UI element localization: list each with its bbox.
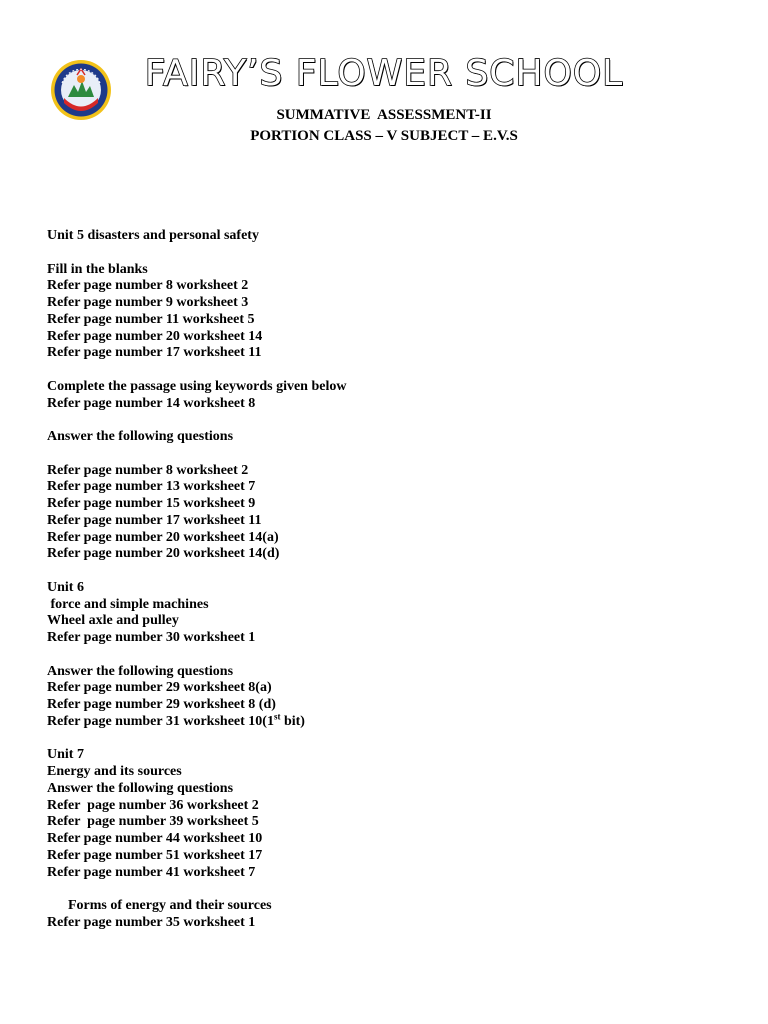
list-item: Refer page number 11 worksheet 5 xyxy=(47,311,255,327)
list-item: Refer page number 51 worksheet 17 xyxy=(47,847,263,863)
unit6-topic: Wheel axle and pulley xyxy=(47,613,179,629)
list-item: Refer page number 20 worksheet 14(a) xyxy=(47,529,279,545)
list-item: Refer page number 39 worksheet 5 xyxy=(47,814,259,830)
list-item: Refer page number 30 worksheet 1 xyxy=(47,630,256,645)
list-item: Refer page number 29 worksheet 8 (d) xyxy=(47,697,276,712)
list-item: Refer page number 8 worksheet 2 xyxy=(47,462,249,478)
list-item: Refer page number 20 worksheet 14(d) xyxy=(47,546,280,562)
list-item-text: Refer page number 31 worksheet 10(1 xyxy=(47,713,274,729)
assessment-title: SUMMATIVE ASSESSMENT-II xyxy=(276,107,492,123)
unit6-questions-heading: Answer the following questions xyxy=(47,663,234,679)
portion-content xyxy=(47,228,727,932)
list-item: Refer page number 17 worksheet 11 xyxy=(47,345,262,361)
school-name: FAIRY’S FLOWER SCHOOL xyxy=(144,53,624,94)
unit5-passage-heading: Complete the passage using keywords given below xyxy=(47,378,347,394)
list-item: Refer page number 17 worksheet 11 xyxy=(47,512,262,528)
superscript: st xyxy=(273,711,281,722)
list-item: Refer page number 36 worksheet 2 xyxy=(47,797,259,813)
list-item: Refer page number 8 worksheet 2 xyxy=(47,278,249,294)
unit6-title: Unit 6 xyxy=(47,579,84,595)
unit7-questions-heading: Answer the following questions xyxy=(47,780,234,796)
list-item: Refer page number 13 worksheet 7 xyxy=(47,479,256,495)
list-item: Refer page number 29 worksheet 8(a) xyxy=(47,680,272,696)
unit5-fill-blanks-heading: Fill in the blanks xyxy=(47,261,148,277)
unit7-forms-heading: Forms of energy and their sources xyxy=(47,898,272,913)
unit7-title: Unit 7 xyxy=(47,747,84,763)
list-item: Refer page number 44 worksheet 10 xyxy=(47,831,263,846)
unit6-subtitle: force and simple machines xyxy=(47,596,209,612)
list-item-text: bit) xyxy=(280,713,305,729)
unit5-title: Unit 5 disasters and personal safety xyxy=(47,228,259,243)
list-item: Refer page number 14 worksheet 8 xyxy=(47,395,256,411)
unit5-questions-heading: Answer the following questions xyxy=(47,429,234,444)
portion-class-subject: PORTION CLASS – V SUBJECT – E.V.S xyxy=(250,128,518,144)
list-item: Refer page number 35 worksheet 1 xyxy=(47,914,256,930)
list-item: Refer page number 41 worksheet 7 xyxy=(47,864,256,880)
list-item: Refer page number 9 worksheet 3 xyxy=(47,295,249,310)
list-item: Refer page number 15 worksheet 9 xyxy=(47,496,256,511)
list-item: Refer page number 20 worksheet 14 xyxy=(47,328,263,344)
list-item xyxy=(47,711,727,731)
unit7-subtitle: Energy and its sources xyxy=(47,764,182,779)
